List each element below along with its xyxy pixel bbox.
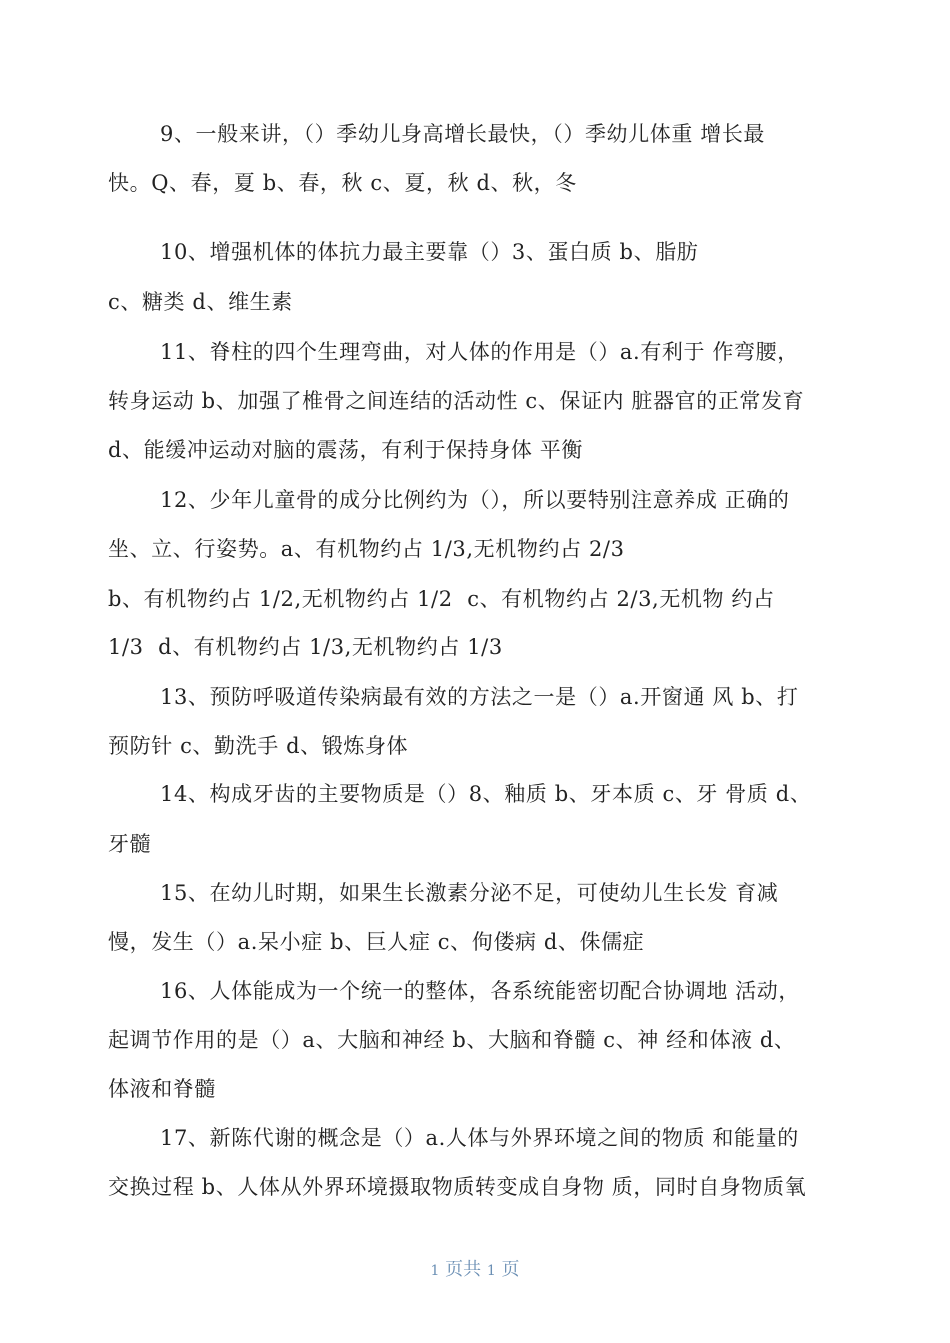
question-14-line-2: 牙髓 <box>108 832 152 856</box>
question-10-line-2: c、糖类 d、维生素 <box>108 290 293 314</box>
question-17-line-1: 17、新陈代谢的概念是（）a.人体与外界环境之间的物质 和能量的 <box>160 1126 799 1150</box>
question-14-line-1: 14、构成牙齿的主要物质是（）8、釉质 b、牙本质 c、牙 骨质 d、 <box>160 782 812 806</box>
question-11-line-3: d、能缓冲运动对脑的震荡，有利于保持身体 平衡 <box>108 438 583 462</box>
question-15-line-2: 慢，发生（）a.呆小症 b、巨人症 c、佝偻病 d、侏儒症 <box>108 930 645 954</box>
question-16-line-3: 体液和脊髓 <box>108 1077 216 1101</box>
question-17-line-2: 交换过程 b、人体从外界环境摄取物质转变成自身物 质，同时自身物质氧 <box>108 1175 807 1199</box>
page-label-mid: 页共 <box>445 1259 482 1280</box>
question-16-line-2: 起调节作用的是（）a、大脑和神经 b、大脑和脊髓 c、神 经和体液 d、 <box>108 1028 796 1052</box>
question-16-line-1: 16、人体能成为一个统一的整体，各系统能密切配合协调地 活动， <box>160 979 800 1003</box>
question-15-line-1: 15、在幼儿时期，如果生长激素分泌不足，可使幼儿生长发 育减 <box>160 881 779 905</box>
question-9-line-1: 9、一般来讲，（）季幼儿身高增长最快，（）季幼儿体重 增长最 <box>160 122 766 146</box>
question-13-line-2: 预防针 c、勤洗手 d、锻炼身体 <box>108 734 409 758</box>
question-10-line-1: 10、增强机体的体抗力最主要靠（）3、蛋白质 b、脂肪 <box>160 240 699 264</box>
total-pages-number: 1 <box>486 1263 496 1279</box>
question-12-line-4: 1/3 d、有机物约占 1/3,无机物约占 1/3 <box>108 635 503 659</box>
current-page-number: 1 <box>430 1263 440 1279</box>
question-11-line-1: 11、脊柱的四个生理弯曲，对人体的作用是（）a.有利于 作弯腰， <box>160 340 799 364</box>
page-label-end: 页 <box>501 1259 520 1280</box>
question-9-line-2: 快。Q、春，夏 b、春，秋 c、夏，秋 d、秋，冬 <box>108 171 577 195</box>
question-12-line-1: 12、少年儿童骨的成分比例约为（），所以要特别注意养成 正确的 <box>160 488 790 512</box>
question-13-line-1: 13、预防呼吸道传染病最有效的方法之一是（）a.开窗通 风 b、打 <box>160 685 799 709</box>
question-12-line-3: b、有机物约占 1/2,无机物约占 1/2 c、有机物约占 2/3,无机物 约占 <box>108 587 775 611</box>
page-footer <box>0 1255 950 1281</box>
question-12-line-2: 坐、立、行姿势。a、有机物约占 1/3,无机物约占 2/3 <box>108 537 625 561</box>
question-11-line-2: 转身运动 b、加强了椎骨之间连结的活动性 c、保证内 脏器官的正常发育 <box>108 389 805 413</box>
